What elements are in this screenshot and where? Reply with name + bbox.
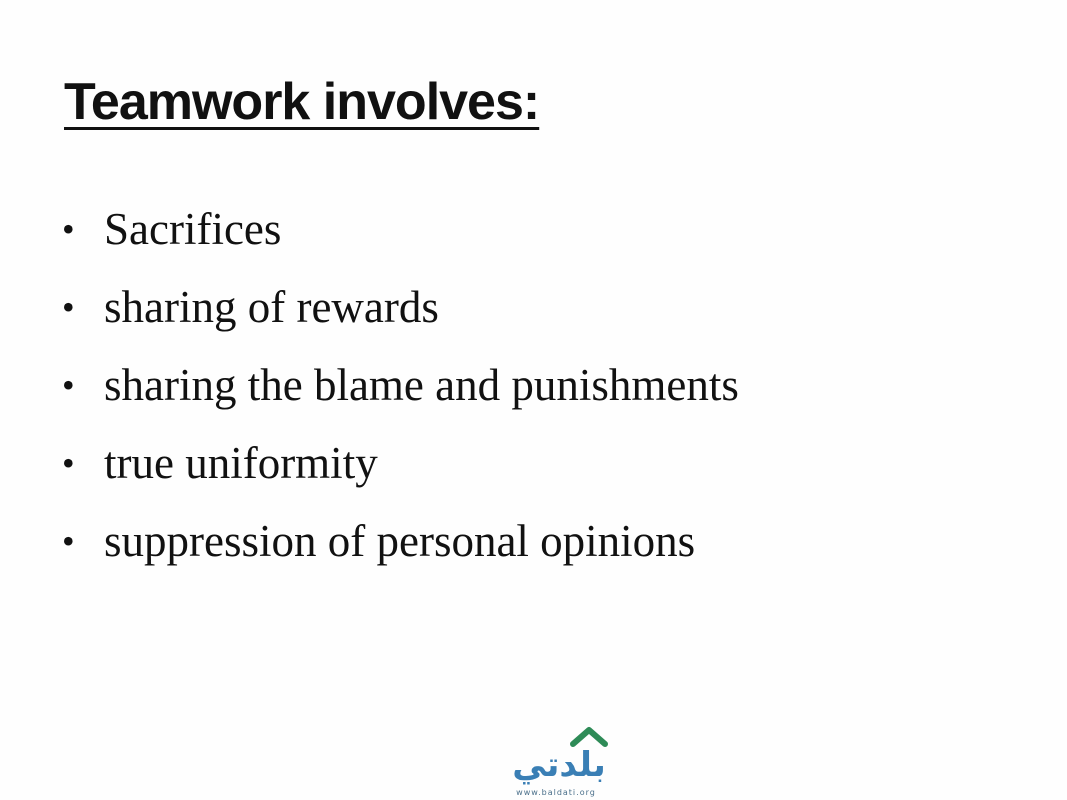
- baladi-logo: [497, 722, 615, 798]
- bullet-glyph: •: [62, 443, 75, 483]
- slide-title: Teamwork involves:: [64, 73, 540, 131]
- bullet-list: [62, 190, 739, 580]
- bullet-text: sharing the blame and punishments: [104, 360, 739, 410]
- bullet-item-sharing-rewards: [62, 268, 739, 346]
- bullet-item-suppression-opinions: [62, 502, 739, 580]
- baladi-logo-icon: [497, 722, 615, 788]
- bullet-glyph: •: [62, 365, 75, 405]
- logo-caption: www.baldati.org: [516, 788, 596, 797]
- bullet-glyph: •: [62, 287, 75, 327]
- bullet-glyph: •: [62, 209, 75, 249]
- bullet-text: Sacrifices: [104, 204, 282, 254]
- bullet-text: true uniformity: [104, 438, 378, 488]
- bullet-text: suppression of personal opinions: [104, 516, 696, 566]
- svg-text:بلدتي: بلدتي: [512, 745, 606, 785]
- bullet-item-sacrifices: [62, 190, 739, 268]
- bullet-glyph: •: [62, 521, 75, 561]
- bullet-item-sharing-blame: [62, 346, 739, 424]
- bullet-text: sharing of rewards: [104, 282, 439, 332]
- bullet-item-true-uniformity: [62, 424, 739, 502]
